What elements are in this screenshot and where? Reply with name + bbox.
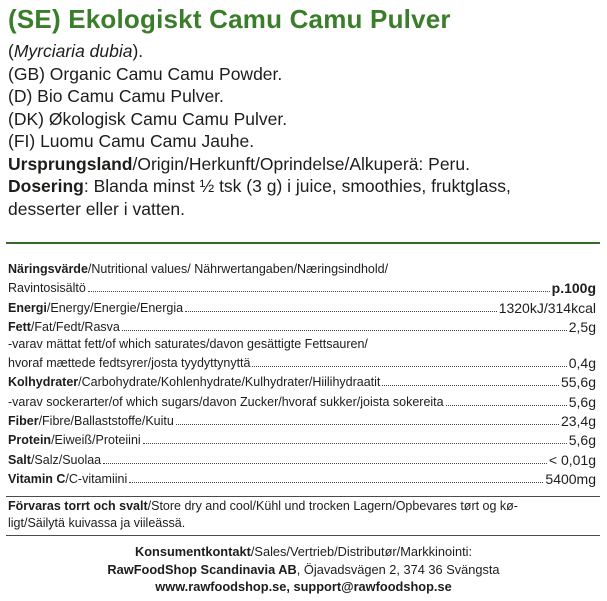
dosage-line-2: desserter eller i vatten.	[8, 198, 186, 219]
nutrition-row	[8, 371, 596, 390]
nutrition-row	[8, 429, 596, 448]
nutrition-header-row2	[8, 277, 596, 296]
dot-leader	[185, 311, 497, 312]
storage-label: Förvaras torrt och svalt	[8, 499, 148, 513]
nutrition-row-label	[8, 395, 444, 410]
nutrient-name: Fett	[8, 319, 31, 334]
dot-leader	[103, 463, 547, 464]
nutrition-row	[8, 468, 596, 487]
nutrient-translations: /Salz/Suolaa	[30, 452, 102, 467]
nutrient-translations: -varav mättat fett/of which saturates/davon gesättigte Fettsauren/	[8, 336, 368, 351]
divider-footer	[6, 535, 600, 536]
nutrient-value: 5,6g	[568, 432, 596, 449]
latin-suffix: ).	[132, 41, 144, 61]
nutrition-row-label	[8, 453, 101, 468]
nutrition-table	[8, 260, 596, 487]
origin-line	[8, 153, 604, 176]
nutrition-row-label	[8, 320, 120, 335]
nutrient-translations: /Carbohydrate/Kohlenhydrate/Kulhydrater/Hiilihydraatit	[78, 375, 381, 390]
dot-leader	[446, 405, 567, 406]
nutrient-value: 23,4g	[560, 413, 596, 430]
dot-leader	[122, 330, 567, 331]
nutrition-row-label	[8, 356, 250, 371]
nutrition-header-label: Näringsvärde	[8, 262, 88, 276]
nutrition-row	[8, 316, 596, 335]
nutrient-translations: /Energy/Energie/Energia	[46, 300, 184, 315]
nutrient-translations: /Fat/Fedt/Rasva	[30, 319, 120, 334]
company-address: , Öjavadsvägen 2, 374 36 Svängsta	[296, 561, 500, 577]
nutrient-value: 5400mg	[545, 470, 596, 487]
dot-leader	[129, 482, 543, 483]
per-100g: p.100g	[551, 280, 596, 297]
divider-storage	[6, 496, 600, 497]
nutrient-name: Fiber	[8, 414, 39, 429]
nutrient-value: 0,4g	[568, 355, 596, 372]
dot-leader	[143, 443, 567, 444]
dot-leader	[88, 291, 550, 292]
nutrient-value: < 0,01g	[548, 451, 596, 468]
nutrition-row	[8, 352, 596, 371]
nutrition-row	[8, 410, 596, 429]
nutrition-row-label	[8, 375, 380, 390]
latin-prefix: (	[8, 41, 14, 61]
nutrient-translations: /C-vitamiini	[65, 471, 128, 486]
nutrient-translations: hvoraf mættede fedtsyrer/josta tyydyttynyttä	[8, 356, 251, 371]
nutrient-name: Energi	[8, 300, 47, 315]
nutrition-header-langs: /Nutritional values/ Nährwertangaben/Næringsindhold/	[87, 262, 389, 276]
name-dk: (DK) Økologisk Camu Camu Pulver.	[8, 108, 288, 129]
product-names	[8, 40, 604, 220]
dosage-label: Dosering	[8, 176, 84, 196]
nutrition-row-label	[8, 337, 368, 352]
nutrient-translations: -varav sockerarter/of which sugars/davon Zucker/hvoraf sukker/joista sokereita	[8, 394, 444, 409]
nutrition-header-line2: Ravintosisältö	[8, 281, 86, 296]
product-title: (SE) Ekologiskt Camu Camu Pulver	[8, 4, 451, 34]
name-gb: (GB) Organic Camu Camu Powder.	[8, 63, 283, 84]
footer-contact	[0, 543, 607, 596]
origin-text: /Origin/Herkunft/Oprindelse/Alkuperä: Peru.	[132, 153, 470, 174]
nutrition-row	[8, 335, 596, 352]
nutrient-name: Protein	[8, 433, 52, 448]
nutrition-row-label	[8, 414, 174, 429]
nutrient-name: Kolhydrater	[8, 375, 79, 390]
dosage-line	[8, 175, 604, 198]
dot-leader	[382, 385, 559, 386]
nutrition-row	[8, 390, 596, 409]
nutrition-row	[8, 296, 596, 315]
contact-langs: /Sales/Vertrieb/Distributør/Markkinointi:	[250, 544, 473, 559]
contact-label: Konsumentkontakt	[134, 544, 251, 559]
company-name: RawFoodShop Scandinavia AB	[107, 561, 297, 577]
nutrient-value: 55,6g	[560, 374, 596, 391]
origin-label: Ursprungsland	[8, 153, 133, 174]
name-de: (D) Bio Camu Camu Pulver.	[8, 86, 224, 106]
latin-name: Myrciaria dubia	[13, 41, 133, 61]
nutrition-row-label	[8, 472, 127, 487]
storage-text	[8, 498, 588, 532]
nutrient-value: 2,5g	[568, 318, 596, 335]
nutrition-row-label	[8, 433, 141, 448]
web-contact[interactable]: www.rawfoodshop.se, support@rawfoodshop.se	[155, 579, 452, 594]
divider-top	[6, 242, 600, 244]
storage-langs: /Store dry and cool/Kühl und trocken Lagern/Opbevares tørt og kø-	[147, 499, 518, 513]
storage-line2: ligt/Säilytä kuivassa ja viileässä.	[8, 516, 186, 530]
nutrient-translations: /Eiweiß/Proteiini	[51, 433, 141, 448]
dot-leader	[252, 366, 566, 367]
dosage-text: : Blanda minst ½ tsk (3 g) i juice, smoothies, fruktglass,	[83, 176, 511, 196]
nutrient-value: 5,6g	[568, 393, 596, 410]
nutrition-header	[8, 260, 596, 277]
latin-name-line	[8, 40, 604, 63]
nutrient-name: Salt	[8, 452, 31, 467]
nutrition-row-label	[8, 301, 183, 316]
dot-leader	[176, 424, 559, 425]
name-fi: (FI) Luomu Camu Camu Jauhe.	[8, 131, 255, 151]
nutrient-translations: /Fibre/Ballaststoffe/Kuitu	[38, 414, 174, 429]
nutrient-name: Vitamin C	[8, 471, 66, 486]
nutrition-row	[8, 448, 596, 467]
nutrient-value: 1320kJ/314kcal	[498, 299, 596, 316]
